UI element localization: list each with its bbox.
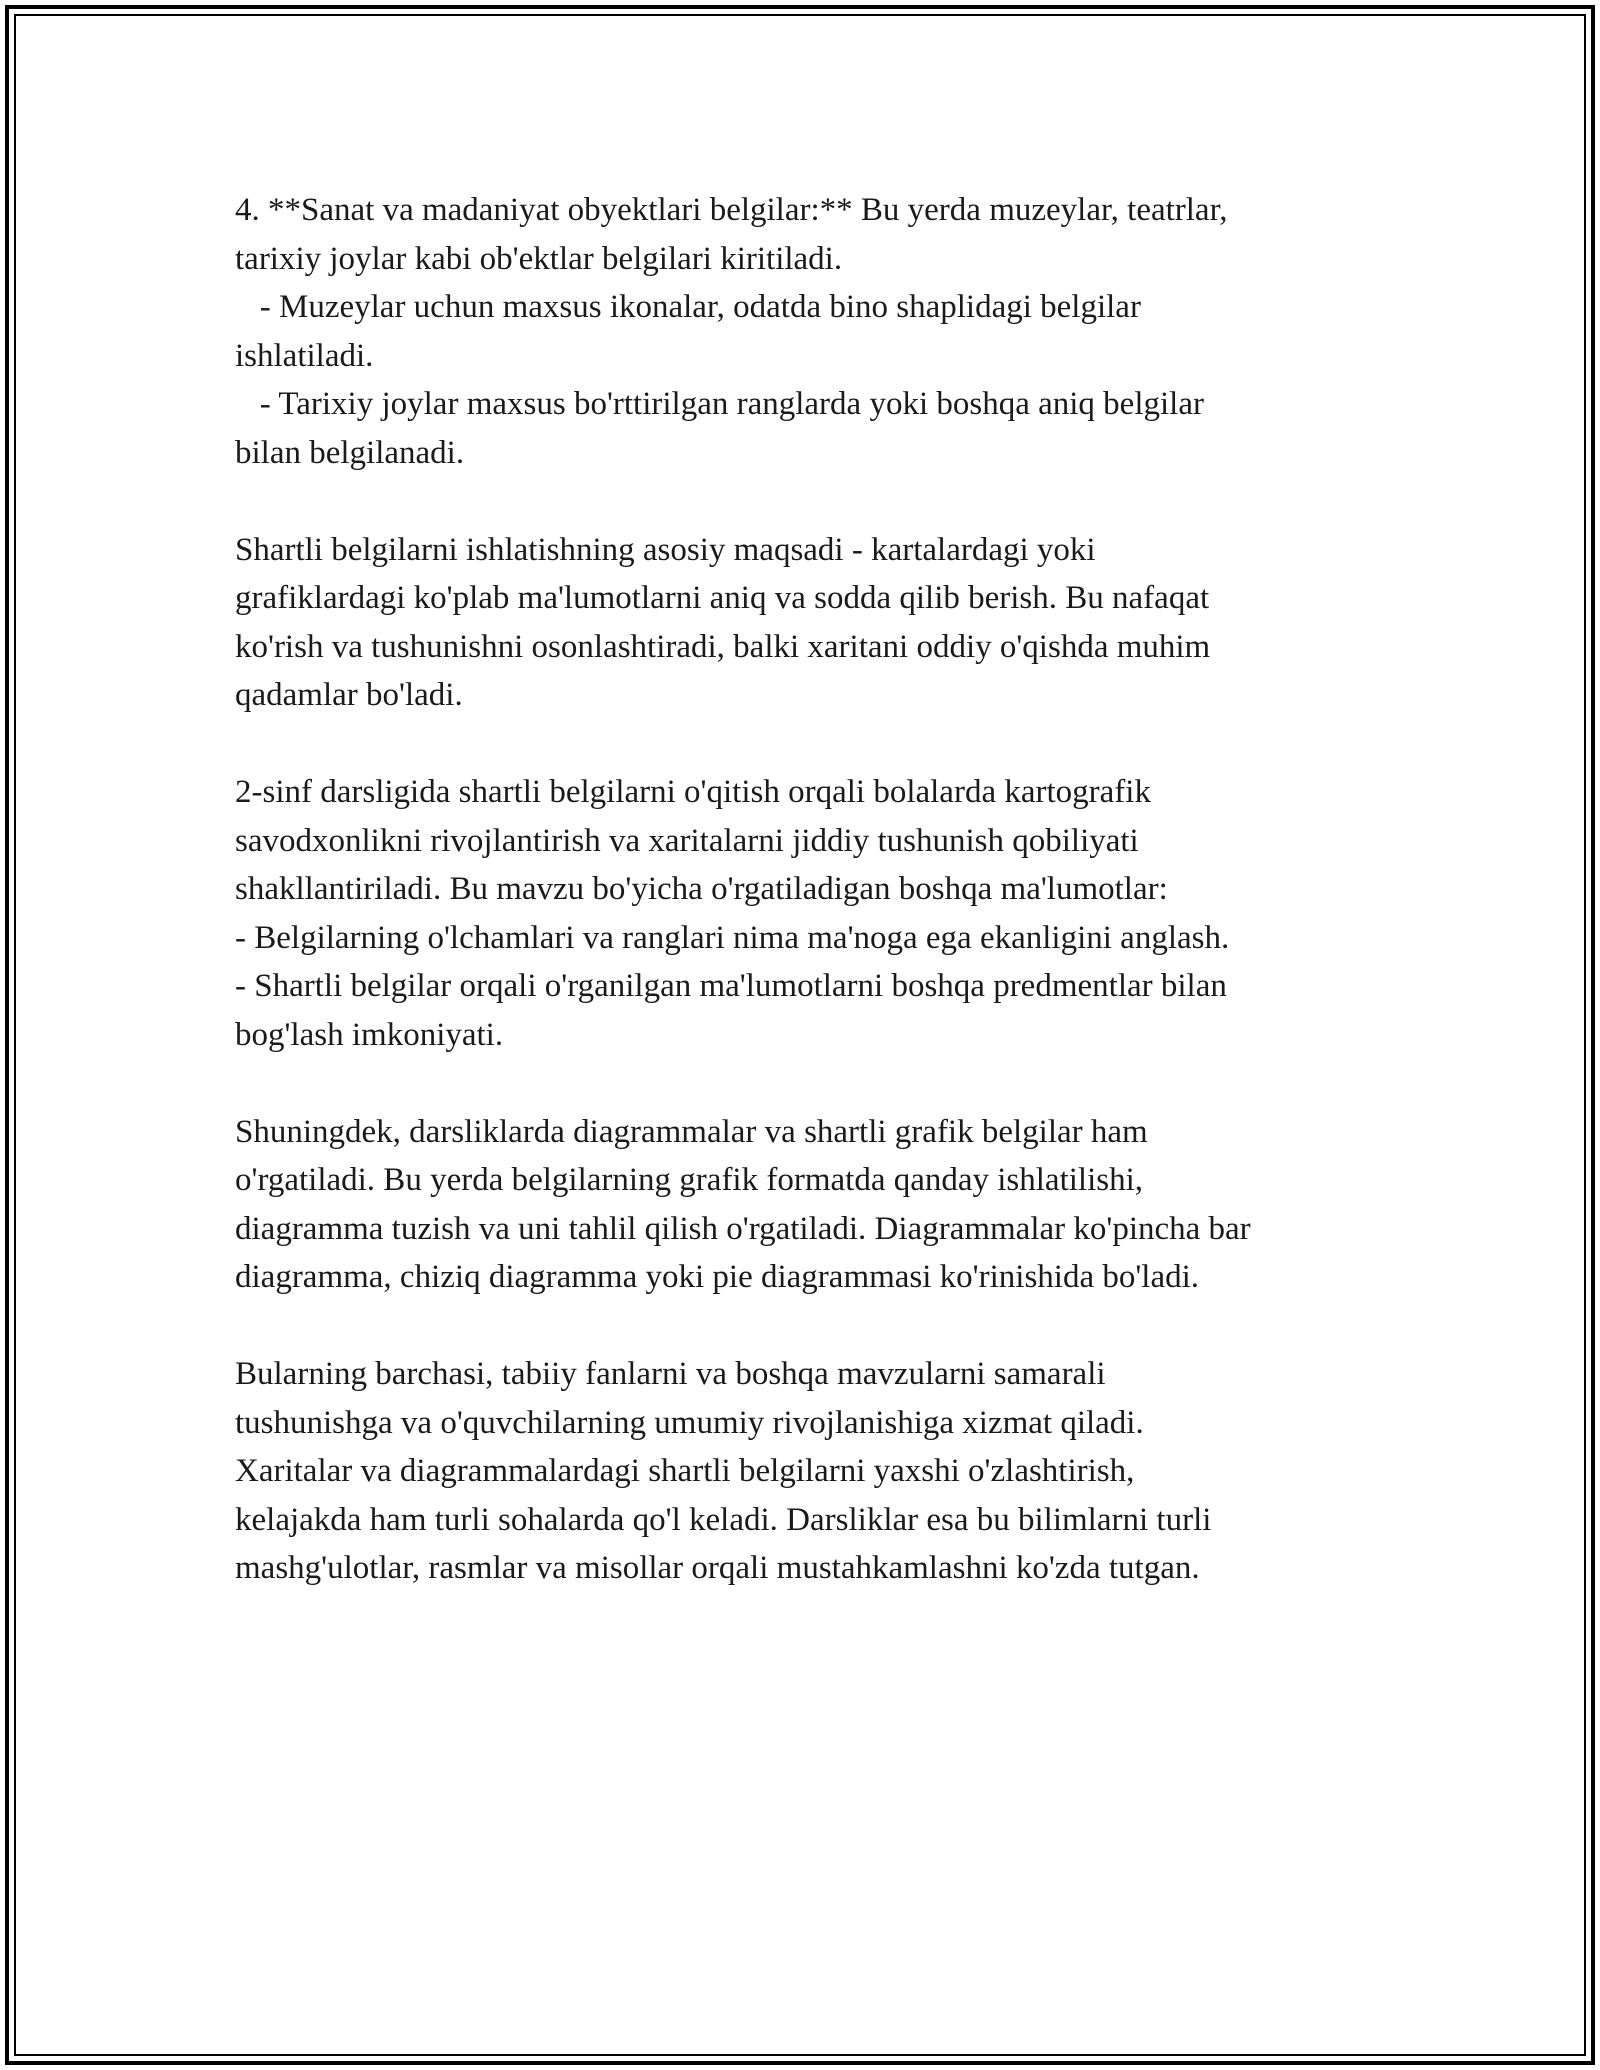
text-line: qadamlar bo'ladi. — [235, 677, 463, 713]
paragraph-1 — [235, 186, 1395, 477]
text-line: 4. **Sanat va madaniyat obyektlari belgilar:** Bu yerda muzeylar, teatrlar, — [235, 192, 1228, 228]
paragraph-3 — [235, 768, 1395, 1059]
text-line: Shartli belgilarni ishlatishning asosiy maqsadi - kartalardagi yoki — [235, 531, 1096, 568]
text-line: shakllantiriladi. Bu mavzu bo'yicha o'rgatiladigan boshqa ma'lumotlar: — [235, 871, 1168, 907]
text-line: tushunishga va o'quvchilarning umumiy rivojlanishiga xizmat qiladi. — [235, 1404, 1144, 1441]
text-line: bog'lash imkoniyati. — [235, 1016, 504, 1053]
text-line: - Tarixiy joylar maxsus bo'rttirilgan ranglarda yoki boshqa aniq belgilar — [235, 386, 1204, 422]
text-line: mashg'ulotlar, rasmlar va misollar orqali mustahkamlashni ko'zda tutgan. — [235, 1550, 1200, 1586]
text-line: ko'rish va tushunishni osonlashtiradi, balki xaritani oddiy o'qishda muhim — [235, 628, 1211, 665]
text-line: - Muzeylar uchun maxsus ikonalar, odatda bino shaplidagi belgilar — [235, 289, 1141, 325]
text-line: savodxonlikni rivojlantirish va xaritalarni jiddiy tushunish qobiliyati — [235, 822, 1139, 859]
text-line: tarixiy joylar kabi ob'ektlar belgilari kiritiladi. — [235, 240, 843, 277]
paragraph-4 — [235, 1108, 1395, 1302]
text-line: Bularning barchasi, tabiiy fanlarni va boshqa mavzularni samarali — [235, 1356, 1106, 1392]
paragraph-2 — [235, 526, 1395, 720]
text-line: o'rgatiladi. Bu yerda belgilarning grafik formatda qanday ishlatilishi, — [235, 1162, 1144, 1198]
text-line: - Shartli belgilar orqali o'rganilgan ma'lumotlarni boshqa predmentlar bilan — [235, 968, 1227, 1004]
text-line: bilan belgilanadi. — [235, 434, 465, 471]
text-line: Shuningdek, darsliklarda diagrammalar va shartli grafik belgilar ham — [235, 1113, 1148, 1150]
text-line: grafiklardagi ko'plab ma'lumotlarni aniq va sodda qilib berish. Bu nafaqat — [235, 580, 1210, 616]
paragraph-5 — [235, 1350, 1395, 1593]
text-line: diagramma, chiziq diagramma yoki pie diagrammasi ko'rinishida bo'ladi. — [235, 1259, 1200, 1295]
text-line: - Belgilarning o'lchamlari va ranglari nima ma'noga ega ekanligini anglash. — [235, 919, 1230, 956]
text-line: ishlatiladi. — [235, 337, 374, 374]
text-line: kelajakda ham turli sohalarda qo'l keladi. Darsliklar esa bu bilimlarni turli — [235, 1501, 1212, 1538]
text-line: 2-sinf darsligida shartli belgilarni o'qitish orqali bolalarda kartografik — [235, 774, 1151, 810]
document-body — [235, 186, 1395, 1641]
text-line: diagramma tuzish va uni tahlil qilish o'rgatiladi. Diagrammalar ko'pincha bar — [235, 1210, 1251, 1247]
text-line: Xaritalar va diagrammalardagi shartli belgilarni yaxshi o'zlashtirish, — [235, 1453, 1135, 1489]
